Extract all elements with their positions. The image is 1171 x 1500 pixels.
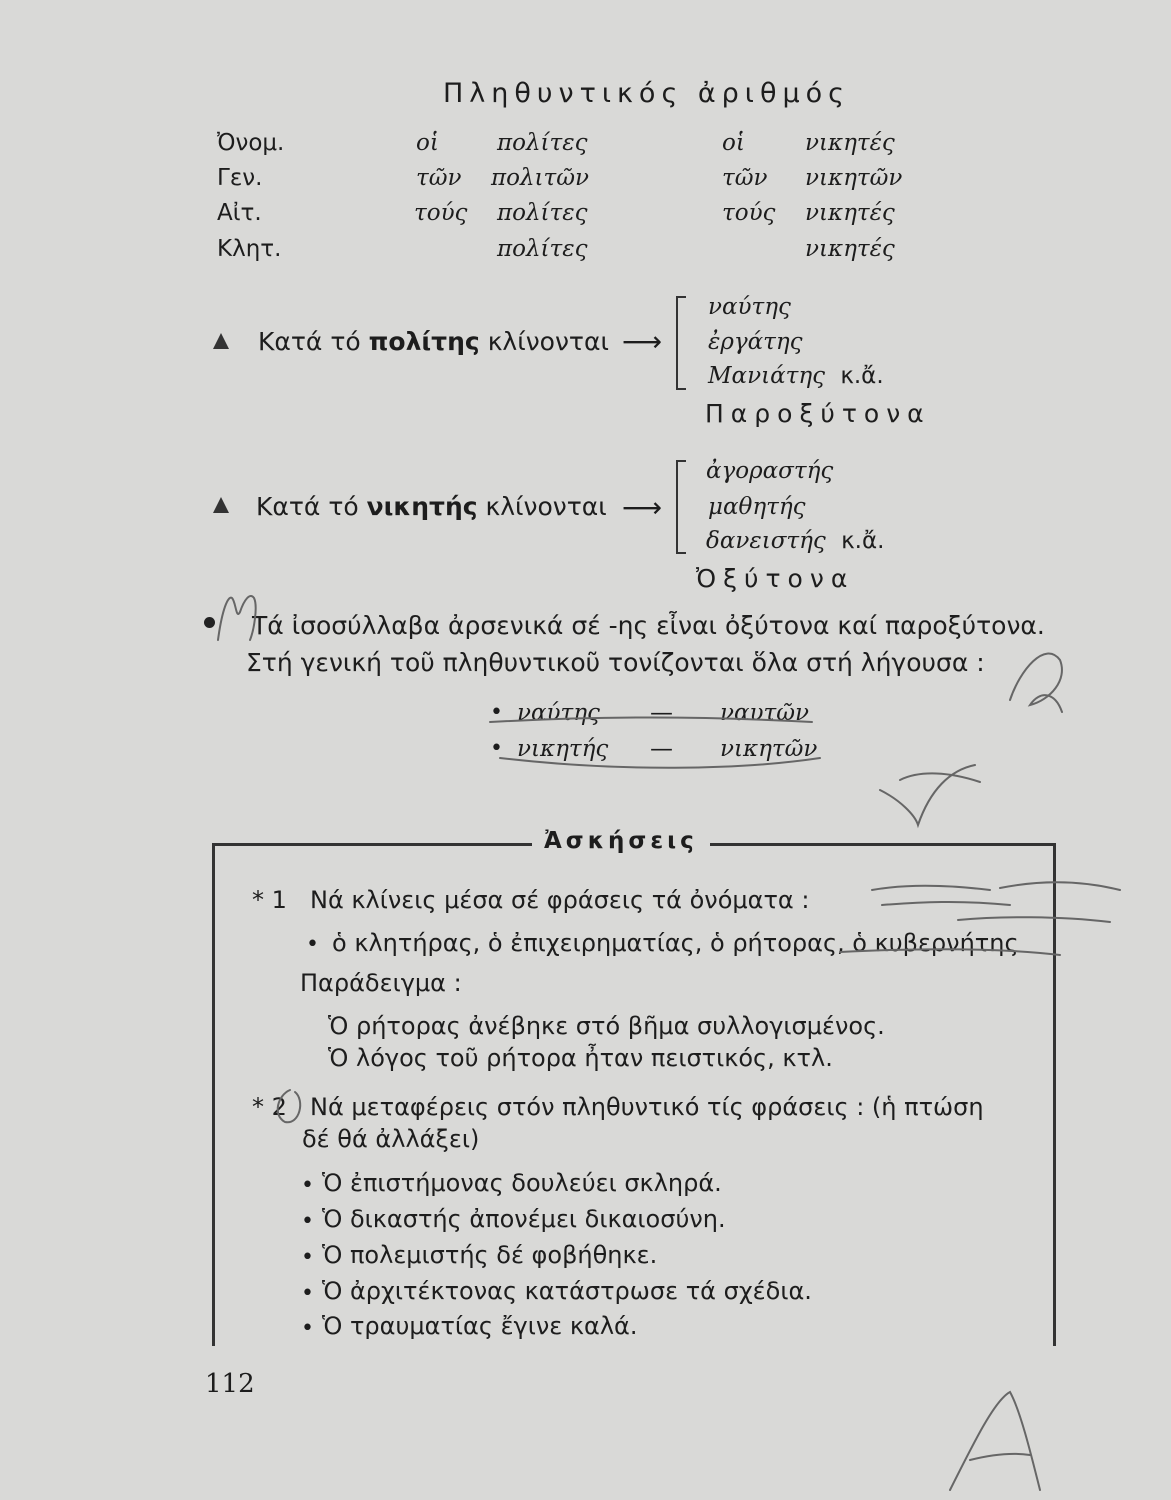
sentence: Ὁ ἀρχιτέκτονας κατάστρωσε τά σχέδια.	[322, 1277, 812, 1305]
example-word: μαθητής	[708, 494, 806, 520]
bullet: •	[301, 1209, 314, 1234]
pencil-note-line	[872, 886, 1110, 922]
example-from: νικητής	[517, 736, 609, 762]
case-label: Γεν.	[217, 165, 263, 191]
rule-line-1: Τά ἰσοσύλλαβα ἀρσενικά σέ -ης εἶναι ὀξύτονα καί παροξύτονα.	[252, 611, 1045, 640]
case-label: Κλητ.	[217, 236, 282, 262]
exercise-2-text: Νά μεταφέρεις στόν πληθυντικό τίς φράσεις : (ἡ πτώση	[310, 1093, 984, 1121]
example-label: Παράδειγμα :	[300, 969, 462, 997]
dash: —	[650, 736, 673, 762]
bullet: •	[490, 736, 503, 761]
rule-line-2: Στή γενική τοῦ πληθυντικοῦ τονίζονται ὅλα στή λήγουσα :	[246, 648, 985, 677]
arrow-icon: ⟶	[622, 491, 663, 524]
etc-label: κ.ἄ.	[841, 528, 885, 554]
example-word: ἐργάτης	[708, 329, 803, 355]
group1-suffix: κλίνονται	[487, 327, 609, 356]
exercise-1-words: ὁ κλητήρας, ὁ ἐπιχειρηματίας, ὁ ρήτορας, ὁ κυβερνήτης	[332, 929, 1019, 957]
group2-suffix: κλίνονται	[485, 492, 607, 521]
etc-label: κ.ἄ.	[840, 363, 884, 389]
word: πολίτες	[497, 236, 588, 262]
exercise-2-text-cont: δέ θά ἀλλάξει)	[302, 1125, 480, 1153]
category-label: Ὀξύτονα	[696, 564, 855, 593]
group2-prefix: Κατά τό	[256, 492, 359, 521]
pencil-scribble	[900, 773, 980, 782]
pencil-a-mark	[1010, 654, 1062, 712]
article: οἱ	[416, 130, 439, 156]
example-to: νικητῶν	[720, 736, 818, 762]
group1-model: πολίτης	[368, 327, 480, 356]
sentence: Ὁ πολεμιστής δέ φοβήθηκε.	[322, 1241, 658, 1269]
bullet: •	[301, 1281, 314, 1306]
arrow-icon: ⟶	[622, 325, 663, 358]
pencil-circle-2	[278, 1090, 301, 1122]
case-label: Αἰτ.	[217, 200, 262, 226]
word: νικητές	[805, 200, 895, 226]
example-to: ναυτῶν	[720, 700, 809, 726]
example-from: ναύτης	[517, 700, 600, 726]
exercise-2-number: * 2	[252, 1093, 287, 1121]
example-line: Ὁ ρήτορας ἀνέβηκε στό βῆμα συλλογισμένος.	[328, 1012, 885, 1040]
example-word: ἀγοραστής	[706, 458, 834, 484]
category-label: Παροξύτονα	[705, 399, 931, 428]
page-number: 112	[205, 1369, 255, 1399]
word: πολίτες	[497, 200, 588, 226]
exercise-1-text: Νά κλίνεις μέσα σέ φράσεις τά ὀνόματα :	[310, 886, 810, 914]
pencil-a-bottom	[950, 1392, 1040, 1490]
word: νικητές	[805, 236, 895, 262]
pencil-underline-examples-2	[500, 758, 820, 768]
article: τούς	[722, 200, 776, 226]
pencil-m-mark	[218, 596, 256, 640]
bullet: •	[490, 700, 503, 725]
article: τῶν	[722, 165, 768, 191]
group1-prefix: Κατά τό	[258, 327, 361, 356]
article: οἱ	[722, 130, 745, 156]
pencil-note-line-2	[1000, 882, 1120, 890]
word: πολίτες	[497, 130, 588, 156]
sentence: Ὁ δικαστής ἀπονέμει δικαιοσύνη.	[322, 1205, 726, 1233]
bullet: •	[301, 1173, 314, 1198]
group2-model: νικητής	[366, 492, 478, 521]
exercise-1-number: * 1	[252, 886, 287, 914]
exercises-title: Ἀσκήσεις	[532, 828, 710, 854]
bullet: •	[306, 932, 319, 957]
pencil-underline-kyv	[840, 949, 1060, 955]
example-word: ναύτης	[708, 294, 791, 320]
table-title: Πληθυντικός ἀριθμός	[443, 78, 851, 109]
sentence: Ὁ τραυματίας ἔγινε καλά.	[322, 1312, 638, 1340]
dash: —	[650, 700, 673, 726]
bullet: •	[301, 1316, 314, 1341]
example-line: Ὁ λόγος τοῦ ρήτορα ἦταν πειστικός, κτλ.	[328, 1044, 833, 1072]
bullet: •	[301, 1245, 314, 1270]
word: νικητῶν	[805, 165, 903, 191]
sentence: Ὁ ἐπιστήμονας δουλεύει σκληρά.	[322, 1169, 722, 1197]
case-label: Ὀνομ.	[217, 130, 285, 156]
word: νικητές	[805, 130, 895, 156]
example-word: Μανιάτης	[708, 363, 825, 389]
word: πολιτῶν	[491, 165, 590, 191]
article: τούς	[414, 200, 468, 226]
pencil-underline-examples	[490, 718, 812, 723]
example-word: δανειστής	[706, 528, 826, 554]
article: τῶν	[416, 165, 462, 191]
